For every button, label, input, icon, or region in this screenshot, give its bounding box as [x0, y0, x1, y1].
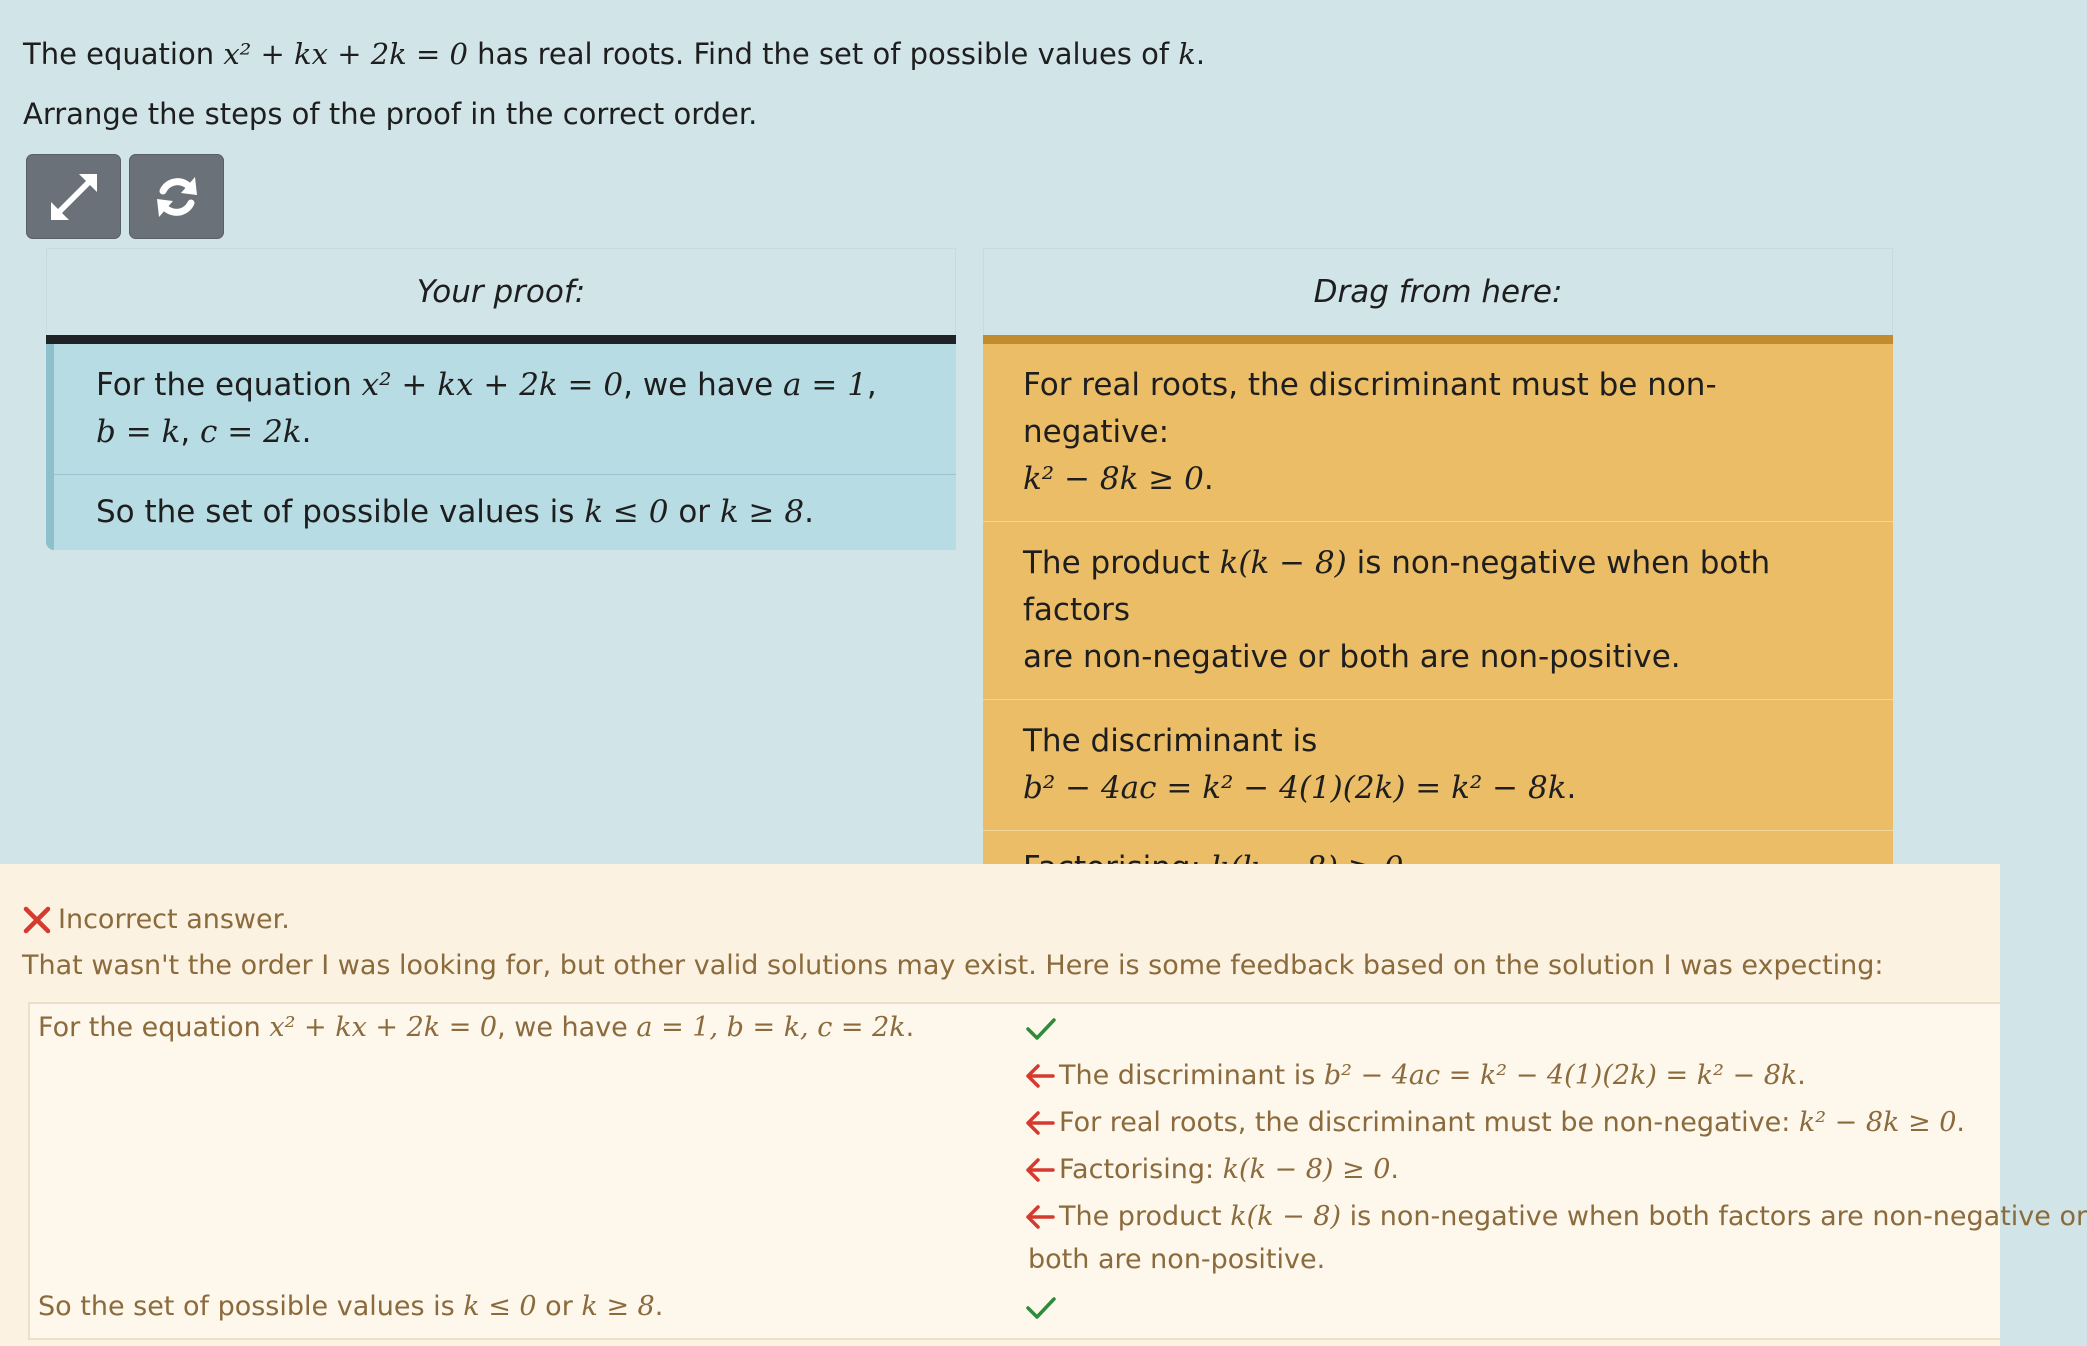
- feedback-panel: [0, 864, 2087, 1346]
- arrow-left-icon: [1025, 1204, 1055, 1230]
- arrow-left-icon: [1025, 1063, 1055, 1089]
- proof-step[interactable]: So the set of possible values is k ≤ 0 or k ≥ 8.: [54, 475, 956, 550]
- reset-button[interactable]: [129, 154, 224, 239]
- drag-step[interactable]: For real roots, the discriminant must be non-negative: k² − 8k ≥ 0.: [983, 344, 1893, 522]
- proof-step[interactable]: For the equation x² + kx + 2k = 0, we have a = 1, b = k, c = 2k.: [54, 344, 956, 475]
- feedback-correct-row: [1025, 1016, 1057, 1042]
- cross-icon: [22, 905, 52, 935]
- drag-from-bar: [983, 335, 1893, 344]
- your-proof-list[interactable]: [46, 344, 956, 550]
- feedback-left-step: So the set of possible values is k ≤ 0 or k ≥ 8.: [38, 1291, 664, 1322]
- drag-from-column: [983, 248, 1893, 906]
- feedback-table: [28, 1002, 2087, 1340]
- feedback-right-step: Factorising: k(k − 8) ≥ 0.: [1025, 1154, 1399, 1185]
- question-text: The equation x² + kx + 2k = 0 has real roots. Find the set of possible values of k.: [23, 37, 1206, 71]
- feedback-message: That wasn't the order I was looking for, but other valid solutions may exist. Here is some feedback based on the solution I was expecting:: [22, 950, 1884, 981]
- drag-step[interactable]: The discriminant is b² − 4ac = k² − 4(1)(2k) = k² − 8k.: [983, 700, 1893, 831]
- feedback-status-text: Incorrect answer.: [58, 904, 290, 935]
- checkmark-icon: [1025, 1295, 1057, 1321]
- arrow-left-icon: [1025, 1110, 1055, 1136]
- expand-arrows-icon: [48, 171, 100, 223]
- drag-from-heading: Drag from here:: [983, 248, 1893, 335]
- feedback-status: [22, 904, 290, 935]
- your-proof-heading: Your proof:: [46, 248, 956, 335]
- expand-button[interactable]: [26, 154, 121, 239]
- feedback-left-step: For the equation x² + kx + 2k = 0, we have a = 1, b = k, c = 2k.: [38, 1012, 915, 1043]
- feedback-right-step-cont: both are non-positive.: [1028, 1244, 1326, 1275]
- feedback-right-step: For real roots, the discriminant must be non-negative: k² − 8k ≥ 0.: [1025, 1107, 1965, 1138]
- drag-step[interactable]: The product k(k − 8) is non-negative when both factors are non-negative or both are non-positive.: [983, 522, 1893, 700]
- drag-from-list[interactable]: [983, 344, 1893, 906]
- your-proof-column: [46, 248, 956, 550]
- checkmark-icon: [1025, 1016, 1057, 1042]
- feedback-right-step: The product k(k − 8) is non-negative when both factors are non-negative or: [1025, 1201, 2087, 1232]
- refresh-icon: [151, 171, 203, 223]
- feedback-correct-row: [1025, 1295, 1057, 1321]
- feedback-right-step: The discriminant is b² − 4ac = k² − 4(1)(2k) = k² − 8k.: [1025, 1060, 1806, 1091]
- arrow-left-icon: [1025, 1157, 1055, 1183]
- instruction-text: Arrange the steps of the proof in the correct order.: [23, 97, 758, 131]
- your-proof-bar: [46, 335, 956, 344]
